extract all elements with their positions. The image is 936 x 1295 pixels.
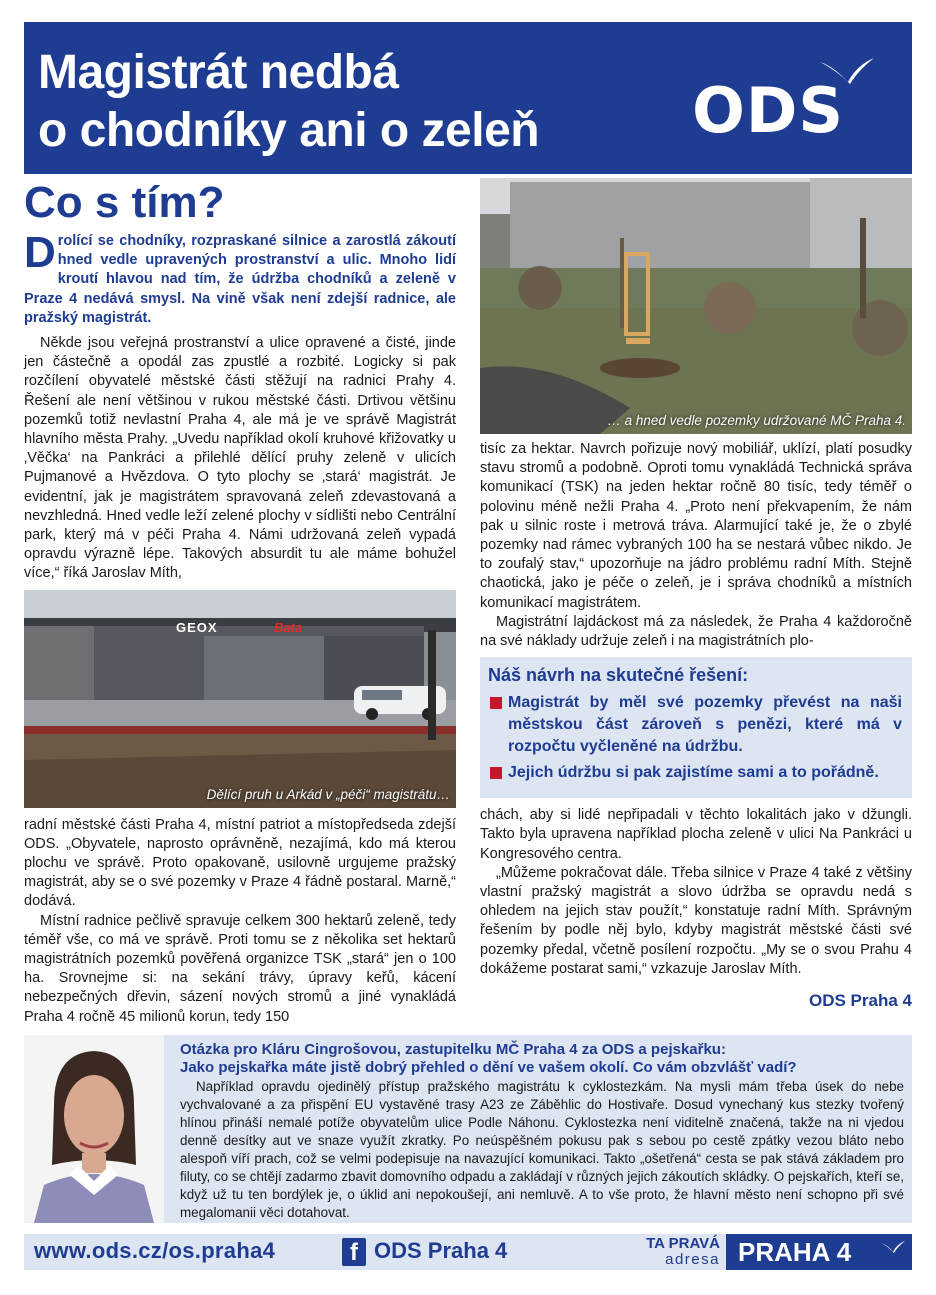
proposal-title: Náš návrh na skutečné řešení: (488, 665, 749, 686)
portrait-photo (24, 1035, 164, 1223)
avatar (24, 1035, 164, 1223)
ods-bird-icon (880, 1240, 906, 1254)
paragraph: Magistrátní lajdáckost má za následek, že Praha 4 každoročně na své náklady udržuje zeleň i na magistrátních plo- (480, 613, 912, 650)
red-square-bullet-icon (490, 697, 502, 709)
qa-answer: Například opravdu ojedinělý přístup pražského magistrátu k cyklostezkám. Na mysli mám třeba úsek do nebe vychvalované a za přispění EU vystavěné trasy A23 ze Záběhlic do Hostivaře. Dosud vynechaný kus stezky tvořený hlínou přináší nemalé potíže obyvatelům ulice Podle Náhonu. Cyklostezka není viditelně značená, takže na ni vjedou denně desítky aut ve snaze využít zkratky. Po neúspěšném pokusu pak s sebou po cestě zpátky vezou bláto nebo alespoň víří prach, což se velmi podepisuje na navazující komunikaci. Takto „ošetřená“ cesta se pak stává základem pro filuty, co se chtějí zadarmo zbavit domovního odpadu a zakládají v různých jejich zákoutích skládky. O pejskařích, kteří se, když už tu ten bordýlek je, o úklid ani nepokoušejí, ani nemluvě. A to vše proto, že hlavní město není schopno při své megalomanii věci dotahovat. (180, 1079, 904, 1220)
proposal-item (488, 762, 902, 784)
paragraph: Někde jsou veřejná prostranství a ulice opravené a čisté, jinde jen částečně a opodál zas zpustlé a rozbité. Logicky si pak rozčílení obyvatelé městské části stěžují na radnici Prahy 4. Řešení ale není většinou v rukou městské části. Drtivou většinu pozemků totiž nevlastní Praha 4, ale má je ve správě Magistrát hlavního města Prahy. „Uvedu například okolí kruhové křižovatky u ‚Věčka‘ na Pankráci a přilehlé dělící pruhy zeleně v ulicích Pujmanové a Hvězdova. O tyto plochy se ‚stará‘ magistrát. Je evidentní, jak je magistrátem spravovaná zeleň zdevastovaná a nevzhledná. Hned vedle leží zelené plochy v sídlišti nebo Centrální park, který má v péči Praha 4. Námi udržovaná zeleň vypadá opravdu výrazně lépe. Takových absurdit tu ale máme bohužel více,“ říká Jaroslav Míth, (24, 335, 456, 582)
sign-bata: Bata (274, 619, 303, 635)
praha-label (726, 1234, 912, 1270)
facebook-page-link[interactable]: ODS Praha 4 (374, 1238, 508, 1263)
proposal-item-text: Jejich údržbu si pak zajistíme sami a to pořádně. (508, 764, 879, 782)
arkady-photo-image (24, 590, 456, 808)
slogan-line-1: TA PRAVÁ (646, 1235, 720, 1252)
lead-paragraph (24, 228, 456, 328)
photo-caption: … a hned vedle pozemky udržované MČ Praha 4. (607, 413, 906, 428)
page-title (38, 44, 539, 160)
qa-section (24, 1035, 912, 1223)
photo-caption: Dělící pruh u Arkád v „péči“ magistrátu… (206, 786, 450, 802)
paragraph: Místní radnice pečlivě spravuje celkem 300 hektarů zeleně, tedy téměř vše, co má ve správě. Proti tomu se z několika set hektarů magistrátních pozemků pověřená organizce TSK „stará“ jen o 100 ha. Srovnejme si: na sekání trávy, úpravy keřů, kácení nebezpečných dřevin, sázení nových stromů a jiné vynakládá Praha 4 ročně 45 milionů korun, tedy 150 (24, 912, 456, 1025)
header-banner (24, 22, 912, 174)
photo-park (480, 178, 912, 434)
praha-label-text: PRAHA 4 (738, 1237, 852, 1267)
qa-question-line-1: Otázka pro Kláru Cingrošovou, zastupitelku MČ Praha 4 za ODS a pejskařku: (180, 1041, 726, 1058)
park-photo-image (480, 178, 912, 434)
slogan (616, 1236, 720, 1268)
slogan-line-2: adresa (665, 1251, 720, 1268)
paragraph: radní městské části Praha 4, místní patriot a místopředseda zdejší ODS. „Obyvatele, naprosto oprávněně, nezajímá, kdo má kterou plochu ve správě. Proto opakovaně, usilovně urgujeme pražský magistrát, aby se o své pozemky v Praze 4 řádně postaral. Marně,“ dodává. (24, 816, 456, 910)
qa-box (164, 1035, 912, 1223)
title-line-2: o chodníky ani o zeleň (38, 104, 540, 157)
ods-logo: ODS (692, 74, 844, 147)
footer (24, 1234, 912, 1270)
lead-text: rolící se chodníky, rozpraskané silnice a zarostlá zákoutí hned vedle upravených prostranství a ulic. Mnoho lidí kroutí hlavou nad tím, že údržba chodníků a zeleně v Praze 4 nedává smysl. Na vině však není zdejší radnice, ale pražský magistrát. (24, 233, 456, 326)
right-column (480, 178, 912, 1011)
proposal-box (480, 657, 912, 798)
proposal-item-text: Magistrát by měl své pozemky převést na naši městskou část zároveň s penězi, které má v rozpočtu vyčleněné na údržbu. (508, 694, 902, 756)
qa-question-line-2: Jako pejskařka máte jistě dobrý přehled o dění ve vašem okolí. Co vám obzvlášť vadí? (180, 1059, 797, 1076)
subheading: Co s tím? (24, 178, 225, 227)
proposal-item (488, 692, 902, 758)
signature: ODS Praha 4 (809, 991, 912, 1011)
drop-cap: D (24, 228, 56, 277)
paragraph: chách, aby si lidé nepřipadali v těchto lokalitách jako v džungli. Takto byla upravena například plocha zeleně v ulici Na Pankráci u Kongresového centra. (480, 807, 912, 862)
paragraph: „Můžeme pokračovat dále. Třeba silnice v Praze 4 také z většiny vlastní pražský magistrát a slovo údržba se opravdu nedá s ohledem na jejich stav použít,“ konstatuje radní Míth. Správným řešením by podle něj bylo, kdyby magistrát městské části své pozemky předal, včetně posílení rozpočtu. „My se o svou Prahu 4 dokážeme postarat sami,“ vzkazuje Jaroslav Míth. (480, 864, 912, 977)
title-line-1: Magistrát nedbá (38, 46, 399, 99)
website-link[interactable]: www.ods.cz/os.praha4 (34, 1238, 276, 1263)
sign-geox: GEOX (176, 619, 218, 635)
red-square-bullet-icon (490, 767, 502, 779)
paragraph: tisíc za hektar. Navrch pořizuje nový mobiliář, uklízí, platí posudky stavu stromů a podobně. Oproti tomu vynakládá Technická správa komunikací (TSK) na jeden hektar ročně 80 tisíc, tedy téměř o polovinu méně nežli Praha 4. „Proto není překvapením, že nám pak u silnic roste i metrová tráva. Alarmující také je, že o zbylé pozemky nad rámec vybraných 100 ha se nestará vůbec nikdo. Je to zoufalý stav,“ upozorňuje na jádro problému radní Míth. Stejně chaotická, jako je péče o zeleň, je i správa chodníků a místních komunikací magistrátem. (480, 441, 912, 611)
photo-arkady (24, 590, 456, 808)
article-body (24, 178, 912, 1028)
facebook-icon[interactable]: f (342, 1238, 366, 1266)
left-column (24, 178, 456, 1027)
